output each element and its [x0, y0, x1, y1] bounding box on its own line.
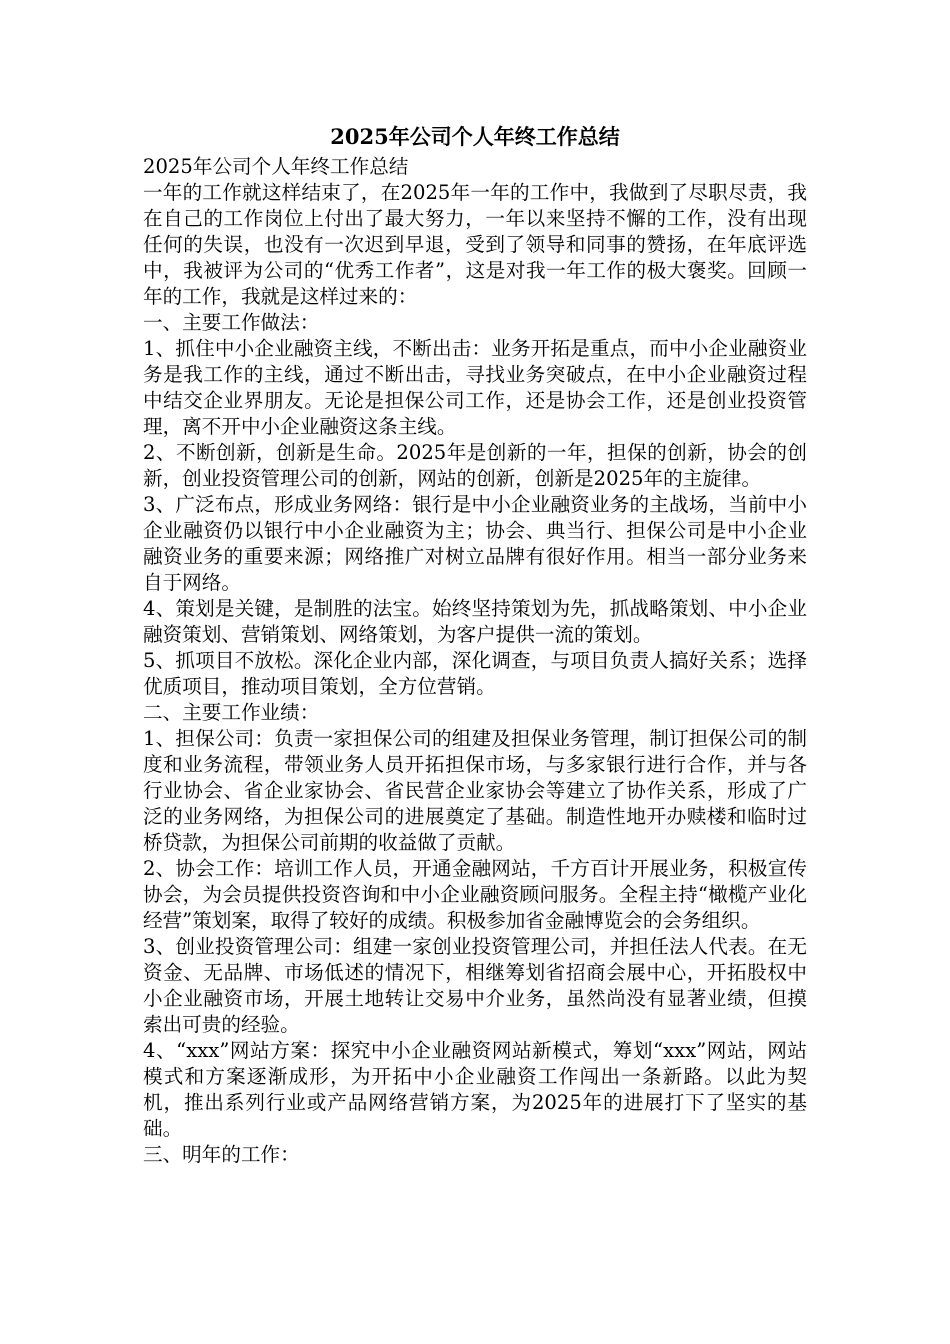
paragraph-method-2: 2、不断创新，创新是生命。2025年是创新的一年，担保的创新，协会的创新，创业投资管理公司的创新，网站的创新，创新是2025年的主旋律。	[143, 441, 807, 490]
section-heading-achievements: 二、主要工作业绩：	[143, 701, 320, 724]
document-title: 2025年公司个人年终工作总结	[330, 124, 620, 149]
document-subtitle: 2025年公司个人年终工作总结	[143, 155, 409, 178]
document-page	[143, 120, 807, 1168]
paragraph-method-5: 5、抓项目不放松。深化企业内部，深化调查，与项目负责人搞好关系；选择优质项目，推动项目策划，全方位营销。	[143, 649, 807, 698]
paragraph-method-3: 3、广泛布点，形成业务网络：银行是中小企业融资业务的主战场，当前中小企业融资仍以银行中小企业融资为主；协会、典当行、担保公司是中小企业融资业务的重要来源；网络推广对树立品牌有很好作用。相当一部分业务来自于网络。	[143, 493, 807, 594]
paragraph-intro: 一年的工作就这样结束了，在2025年一年的工作中，我做到了尽职尽责，我在自己的工作岗位上付出了最大努力，一年以来坚持不懈的工作，没有出现任何的失误，也没有一次迟到早退，受到了领导和同事的赞扬，在年底评选中，我被评为公司的“优秀工作者”，这是对我一年工作的极大褒奖。回顾一年的工作，我就是这样过来的：	[143, 181, 807, 308]
paragraph-achievement-2: 2、协会工作：培训工作人员，开通金融网站，千方百计开展业务，积极宣传协会，为会员提供投资咨询和中小企业融资顾问服务。全程主持“橄榄产业化经营”策划案，取得了较好的成绩。积极参加省金融博览会的会务组织。	[143, 857, 807, 932]
paragraph-achievement-3: 3、创业投资管理公司：组建一家创业投资管理公司，并担任法人代表。在无资金、无品牌、市场低述的情况下，相继筹划省招商会展中心，开拓股权中小企业融资市场，开展土地转让交易中介业务，虽然尚没有显著业绩，但摸索出可贵的经验。	[143, 935, 807, 1036]
paragraph-method-4: 4、策划是关键，是制胜的法宝。始终坚持策划为先，抓战略策划、中小企业融资策划、营销策划、网络策划，为客户提供一流的策划。	[143, 597, 807, 646]
paragraph-method-1: 1、抓住中小企业融资主线，不断出击：业务开拓是重点，而中小企业融资业务是我工作的主线，通过不断出击，寻找业务突破点，在中小企业融资过程中结交企业界朋友。无论是担保公司工作，还是协会工作，还是创业投资管理，离不开中小企业融资这条主线。	[143, 337, 807, 438]
paragraph-achievement-4: 4、“xxx”网站方案：探究中小企业融资网站新模式，筹划“xxx”网站，网站模式和方案逐渐成形，为开拓中小企业融资工作闯出一条新路。以此为契机，推出系列行业或产品网络营销方案，为2025年的进展打下了坚实的基础。	[143, 1039, 807, 1140]
paragraph-achievement-1: 1、担保公司：负责一家担保公司的组建及担保业务管理，制订担保公司的制度和业务流程，带领业务人员开拓担保市场，与多家银行进行合作，并与各行业协会、省企业家协会、省民营企业家协会等建立了协作关系，形成了广泛的业务网络，为担保公司的进展奠定了基础。制造性地开办赎楼和临时过桥贷款，为担保公司前期的收益做了贡献。	[143, 727, 807, 854]
section-heading-next-year: 三、明年的工作：	[143, 1143, 300, 1166]
section-heading-methods: 一、主要工作做法：	[143, 311, 320, 334]
